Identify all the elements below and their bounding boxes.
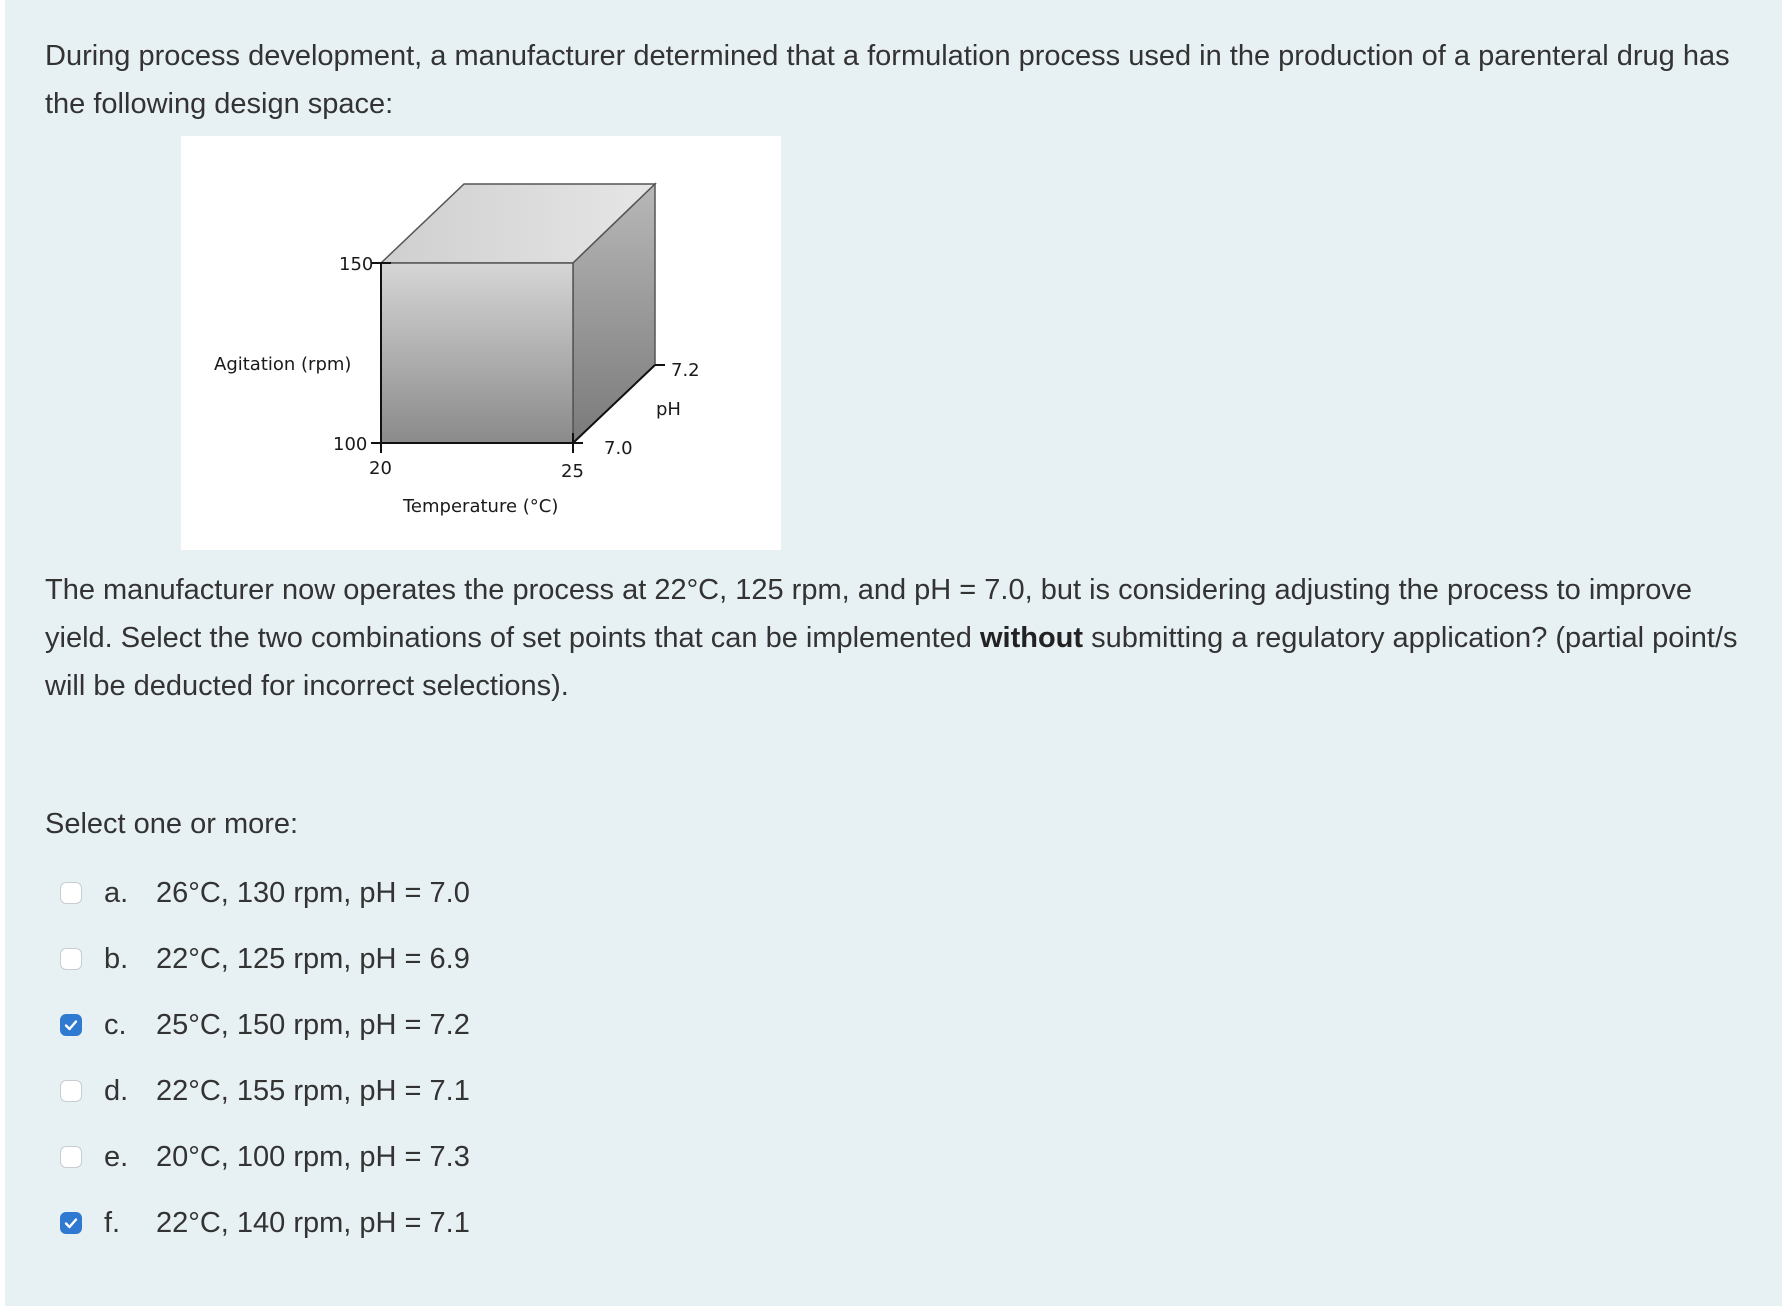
question-body [45, 566, 1745, 710]
answer-option-a[interactable] [60, 873, 470, 913]
agitation-axis-label: Agitation (rpm) [214, 354, 352, 375]
answer-option-b[interactable] [60, 939, 470, 979]
checkmark-icon [63, 1017, 79, 1033]
agitation-min-label: 100 [333, 434, 368, 455]
question-panel [5, 0, 1782, 1306]
option-c-text: 25°C, 150 rpm, pH = 7.2 [156, 1008, 470, 1041]
temperature-max-label: 25 [561, 461, 584, 482]
agitation-max-label: 150 [339, 254, 374, 275]
option-f-letter: f. [104, 1206, 121, 1239]
option-d-text: 22°C, 155 rpm, pH = 7.1 [156, 1074, 470, 1107]
answer-option-e[interactable] [60, 1137, 470, 1177]
ph-min-label: 7.0 [604, 438, 633, 459]
option-c-checkbox[interactable] [60, 1014, 82, 1036]
option-a-text: 26°C, 130 rpm, pH = 7.0 [156, 876, 470, 909]
design-space-cube-diagram [181, 136, 781, 550]
option-b-checkbox[interactable] [60, 948, 82, 970]
option-e-checkbox[interactable] [60, 1146, 82, 1168]
ph-axis-label: pH [656, 399, 681, 420]
answer-option-c[interactable] [60, 1005, 470, 1045]
question-body-start: The manufacturer now operates the process at 22°C, 125 rpm, and pH = 7.0, but is considering adjusting the process to improve yield. Select the two combinations of set points that can be implemented [45, 574, 1692, 654]
option-e-text: 20°C, 100 rpm, pH = 7.3 [156, 1140, 470, 1173]
option-a-letter: a. [104, 876, 129, 909]
option-d-checkbox[interactable] [60, 1080, 82, 1102]
option-f-text: 22°C, 140 rpm, pH = 7.1 [156, 1206, 470, 1239]
option-d-letter: d. [104, 1074, 129, 1107]
option-e-letter: e. [104, 1140, 129, 1173]
ph-max-label: 7.2 [671, 360, 700, 381]
option-b-letter: b. [104, 942, 129, 975]
question-body-bold: without [979, 622, 1084, 654]
design-space-figure [181, 136, 781, 550]
option-c-letter: c. [104, 1008, 127, 1041]
checkmark-icon [63, 1215, 79, 1231]
option-a-checkbox[interactable] [60, 882, 82, 904]
select-instruction: Select one or more: [45, 808, 299, 840]
temperature-axis-label: Temperature (°C) [403, 496, 559, 517]
answer-option-d[interactable] [60, 1071, 470, 1111]
temperature-min-label: 20 [369, 458, 392, 479]
option-b-text: 22°C, 125 rpm, pH = 6.9 [156, 942, 470, 975]
cube-front-face [381, 263, 573, 443]
question-intro: During process development, a manufacturer determined that a formulation process used in the production of a parenteral drug has the following design space: [45, 40, 1730, 120]
answer-option-f[interactable] [60, 1203, 470, 1243]
option-f-checkbox[interactable] [60, 1212, 82, 1234]
question-body-end: submitting a regulatory application? (partial point/s will be deducted for incorrect selections). [45, 622, 1738, 702]
